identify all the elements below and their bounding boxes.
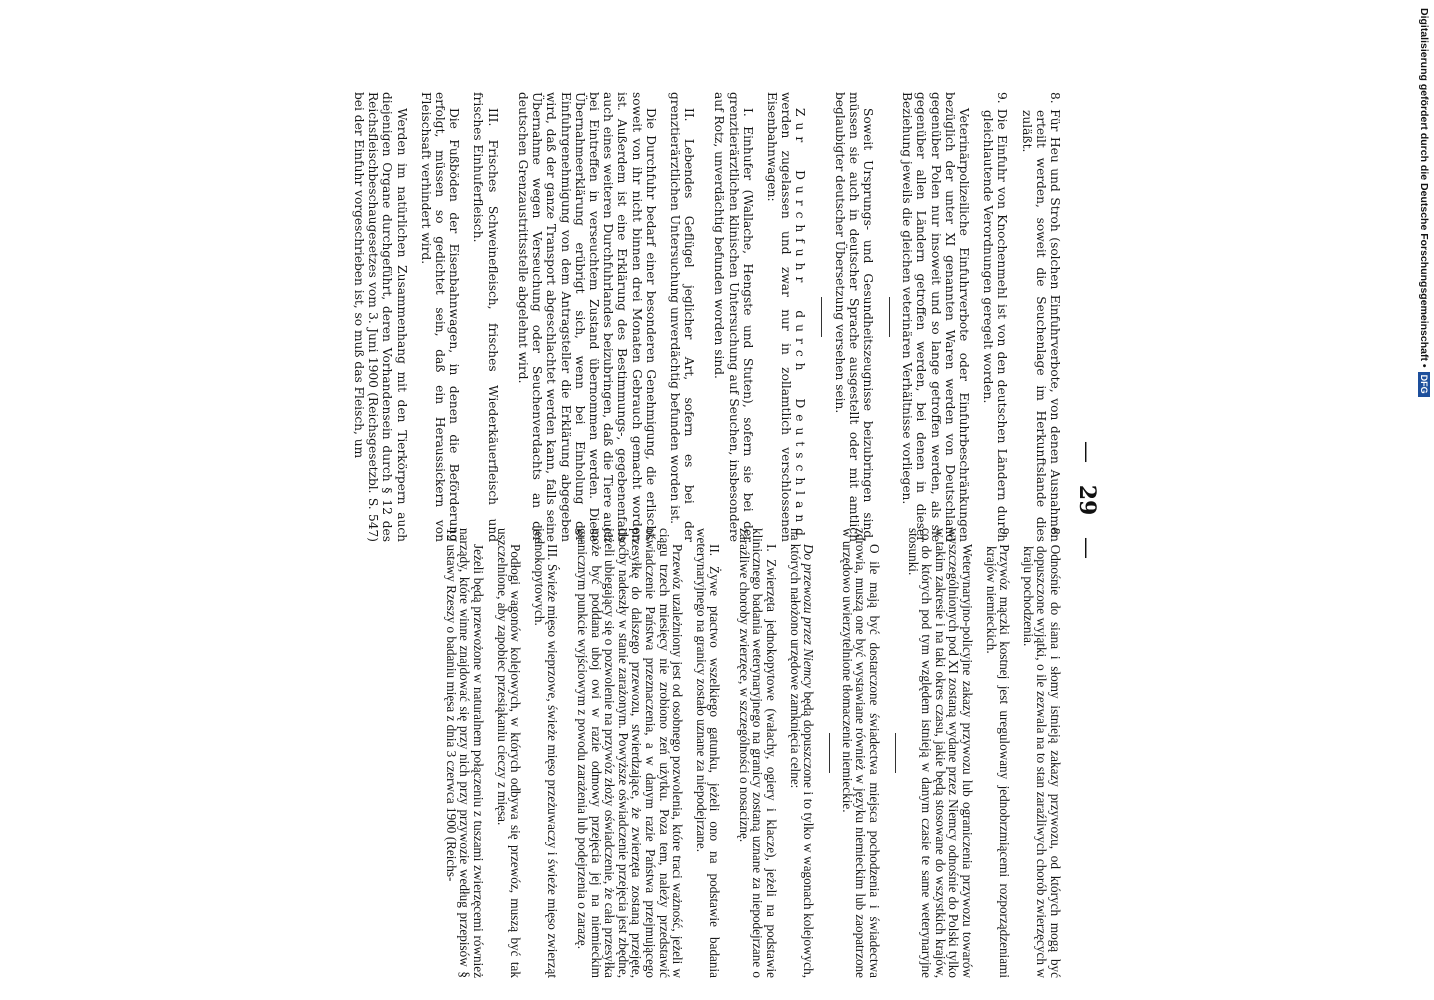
- polish-paragraph-I: I. Zwierzęta jednokopytowe (wałachy, ogiery i klacze), jeżeli na podstawie klinicznego badania weterynaryjnego na granicy zostaną uznane za niepodejrzane o zaraźliwe choroby zwierzęce, w szczególności o nosaciznę.: [736, 528, 780, 978]
- german-paragraph-veterinary: Veterinärpolizeiliche Einfuhrverbote oder Einfuhrbeschränkungen bezüglich der unter XI genannten Waren werden von Deutschland gegenüber Polen nur insoweit und so lange getroffen werden, als sie gegenüber allen Ländern getroffen werden, bei denen in dieser Beziehung jeweils die gleichen veterinären Verhältnisse vorliegen.: [900, 92, 971, 542]
- polish-paragraph-III: III. Świeże mięso wieprzowe, świeże mięso przeżuwaczy i świeże mięso zwierząt jednokopytowych.: [531, 528, 561, 978]
- polish-paragraph-veterinary: Weterynaryjno-policyjne zakazy przywozu lub ograniczenia przywozu towarów wyszczególnionych pod XI zostaną wydane przez Niemcy odnośnie do Polski tylko w takim zakresie i na taki okres czasu, jakie będą stosowane do wszystkich krajów, co do których pod tym względem istnieją w danym czasie te same weterynaryjne stosunki.: [905, 528, 976, 978]
- german-paragraph-I: I. Einhufer (Wallache, Hengste und Stuten), sofern sie bei der grenztierärztlichen klinischen Untersuchung auf Seuchen, insbesondere auf Rotz, unverdächtig befunden worden sind.: [712, 92, 755, 542]
- digitization-credit: Digitalisierung gefördert durch die Deutsche Forschungsgemeinschaft •: [1418, 8, 1430, 368]
- page-header: [1074, 0, 1100, 1000]
- german-transit-lead: Zur Durchfuhr durch Deutschland: [793, 108, 808, 542]
- digitization-banner-text-wrap: [1416, 8, 1432, 992]
- german-paragraph-permit: Die Durchfuhr bedarf einer besonderen Genehmigung, die erlischt, soweit von ihr nicht binnen drei Monaten Gebrauch gemacht worden ist. Außerdem ist eine Erklärung des Bestimmungs-, gegebenenfalls auch eines weiteren Durchfuhrlandes beizubringen, daß die Tiere auch bei Eintreffen in verseuchtem Zustand übernommen werden. Diese Übernahmeerklärung erübrigt sich, wenn bei Einholung der Einfuhrgenehmigung von dem Antragsteller die Erklärung abgegeben wird, daß der ganze Transport abgeschlachtet werden kann, falls seine Übernahme wegen Verseuchung oder Seuchenverdachts an der deutschen Grenzaustrittsstelle abgelehnt wird.: [515, 92, 658, 542]
- polish-paragraph-9: 9. Przywóz mączki kostnej jest uregulowany jednobrzmiącemi rozporządzeniami krajów niemieckich.: [983, 528, 1013, 978]
- polish-transit-rest: będą dopuszczone i to tylko w wagonach kolejowych, na których nałożono urzędowe zamknięcia celne:: [787, 528, 817, 978]
- polish-paragraph-organs: Jeżeli będą przewożone w naturalnem połączeniu z tuszami zwierzęcemi również narządy, które winne znajdować się przy nich przy przywozie według przepisów § 12 ustawy Rzeszy o badaniu mięsa z dnia 3 czerwca 1900 (Reichs-: [443, 528, 486, 978]
- section-divider: [821, 297, 822, 337]
- dfg-logo: DFG: [1418, 372, 1430, 397]
- german-column: [342, 92, 1062, 542]
- section-divider: [895, 733, 896, 773]
- german-transit-rest: werden zugelassen und zwar nur in zollamtlich verschlossenen Eisenbahnwagen:: [764, 92, 794, 542]
- german-paragraph-8: 8. Für Heu und Stroh (solchen Einfuhrverbote, von denen Ausnahmen erteilt werden, soweit die Seuchenlage im Herkunftslande dies zuläßt.: [1019, 92, 1062, 542]
- german-paragraph-9: 9. Die Einfuhr von Knochenmehl ist von den deutschen Ländern durch gleichlautende Verordnungen geregelt worden.: [981, 92, 1010, 542]
- section-divider: [889, 297, 890, 337]
- german-paragraph-organs: Werden im natürlichen Zusammenhang mit den Tierkörpern auch diejenigen Organe durchgeführt, deren Vorhandensein durch § 12 des Reichsfleischbeschaugesetzes vom 3. Juni 1900 (Reichsgesetzbl. S. 547) bei der Einfuhr vorgeschrieben ist, so muß das Fleisch, um: [352, 92, 409, 542]
- page-number: 29: [1074, 484, 1100, 516]
- german-paragraph-III: III. Frisches Schweinefleisch, frisches Wiederkäuerfleisch und frisches Einhuferfleisch.: [471, 92, 500, 542]
- polish-paragraph-transit: [788, 528, 815, 978]
- header-dash-left: —: [1074, 441, 1099, 464]
- german-paragraph-transit: [765, 92, 808, 542]
- digitization-banner: [1416, 8, 1432, 992]
- polish-transit-lead: Do przewozu przez Niemcy: [801, 544, 817, 688]
- header-dash-right: —: [1074, 536, 1099, 559]
- german-paragraph-certificates: Soweit Ursprungs- und Gesundheitszeugnisse beizubringen sind, müssen sie auch in deutscher Sprache ausgestellt oder mit amtlich beglaubigter deutscher Übersetzung versehen sein.: [832, 92, 875, 542]
- polish-paragraph-floors: Podłogi wagonów kolejowych, w których odbywa się przewóz, muszą być tak uszczelnione, aby zapobiec przesiąkaniu cieczy z mięsa.: [494, 528, 524, 978]
- polish-paragraph-8: 8. Odnośnie do siana i słomy istnieją zakazy przywozu, od których mogą być dopuszczone wyjątki, o ile zezwala na to stan zaraźliwych chorób zwierzęcych w kraju pochodzenia.: [1020, 528, 1063, 978]
- german-paragraph-floors: Die Fußböden der Eisenbahnwagen, in denen die Beförderung erfolgt, müssen so gedichtet sein, daß ein Heraussickern von Fleischsaft verhindert wird.: [418, 92, 462, 542]
- german-paragraph-II: II. Lebendes Geflügel jeglicher Art, sofern es bei der grenztierärztlichen Untersuchung unverdächtig befunden worden ist.: [667, 92, 697, 542]
- polish-column: [434, 528, 1062, 978]
- section-divider: [829, 733, 830, 773]
- polish-paragraph-certificates: O ile mają być dostarczone świadectwa miejsca pochodzenia i świadectwa zdrowia, muszą one być wystawiane również w języku niemieckim lub zaopatrzone w urzędowo uwierzytelnione tłomaczenie niemieckie.: [839, 528, 883, 978]
- polish-paragraph-permit: Przewóz uzależniony jest od osobnego pozwolenia, które traci ważność, jeżeli w ciągu trzech miesięcy nie zrobiono zeń użytku. Poza tem, należy przedstawić oświadczenie Państwa przeznaczenia, a w danym razie Państwa przejmującego przesyłkę do dalszego przewozu, stwierdzające, że zwierzęta zostaną przejęte, choćby nadeszły w stanie zarażonym. Powyższe oświadczenie przejęcia jest zbędne, jeżeli ubiegający się o pozwolenie na przywóz złoży oświadczenie, że cała przesyłka może być poddana uboj owi w razie odmowy przejęcia jej na niemieckim granicznym punkcie wyjściowym z powodu zarażenia lub podejrzenia o zarazę.: [574, 528, 686, 978]
- polish-paragraph-II: II. Żywe ptactwo wszelkiego gatunku, jeżeli ono na podstawie badania weterynaryjnego na granicy zostało uznane za niepodejrzane.: [693, 528, 723, 978]
